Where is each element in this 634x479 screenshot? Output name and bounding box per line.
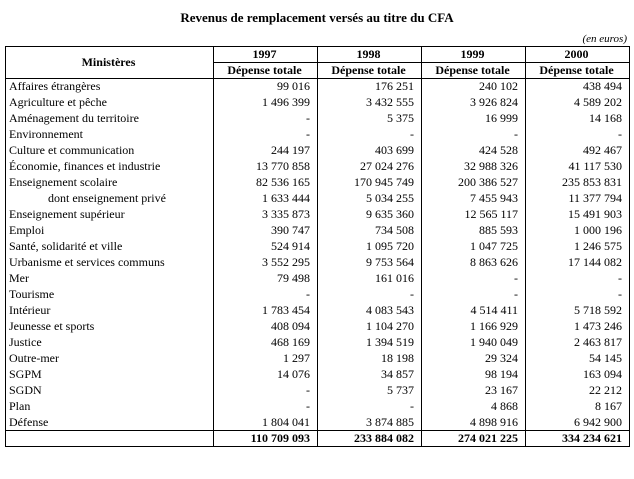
value-cell: - (526, 287, 630, 303)
ministry-label: Agriculture et pêche (6, 95, 214, 111)
subheader-depense-totale: Dépense totale (526, 63, 630, 79)
value-cell: 3 335 873 (214, 207, 318, 223)
column-header-ministeres: Ministères (6, 47, 214, 79)
value-cell: 12 565 117 (422, 207, 526, 223)
ministry-label: Jeunesse et sports (6, 319, 214, 335)
value-cell: 4 514 411 (422, 303, 526, 319)
table-row (6, 367, 630, 383)
ministry-label: Santé, solidarité et ville (6, 239, 214, 255)
value-cell: 244 197 (214, 143, 318, 159)
value-cell: 1 473 246 (526, 319, 630, 335)
value-cell: 41 117 530 (526, 159, 630, 175)
value-cell: 1 246 575 (526, 239, 630, 255)
value-cell: 4 898 916 (422, 415, 526, 431)
table-row (6, 79, 630, 95)
ministry-label: Tourisme (6, 287, 214, 303)
table-row (6, 223, 630, 239)
value-cell: 1 166 929 (422, 319, 526, 335)
table-row (6, 319, 630, 335)
value-cell: 8 863 626 (422, 255, 526, 271)
value-cell: 885 593 (422, 223, 526, 239)
ministry-label: Affaires étrangères (6, 79, 214, 95)
value-cell: 4 589 202 (526, 95, 630, 111)
value-cell: 1 047 725 (422, 239, 526, 255)
value-cell: 1 804 041 (214, 415, 318, 431)
table-row (6, 287, 630, 303)
subheader-depense-totale: Dépense totale (422, 63, 526, 79)
value-cell: - (214, 383, 318, 399)
value-cell: 235 853 831 (526, 175, 630, 191)
value-cell: 5 718 592 (526, 303, 630, 319)
value-cell: 82 536 165 (214, 175, 318, 191)
value-cell: 1 104 270 (318, 319, 422, 335)
value-cell: 2 463 817 (526, 335, 630, 351)
value-cell: 15 491 903 (526, 207, 630, 223)
document-title: Revenus de remplacement versés au titre du CFA (180, 10, 454, 25)
value-cell: 5 375 (318, 111, 422, 127)
value-cell: - (214, 399, 318, 415)
value-cell: 3 552 295 (214, 255, 318, 271)
value-cell: 11 377 794 (526, 191, 630, 207)
value-cell: 29 324 (422, 351, 526, 367)
value-cell: 34 857 (318, 367, 422, 383)
ministry-label: Défense (6, 415, 214, 431)
table-footer (6, 431, 630, 447)
value-cell: 99 016 (214, 79, 318, 95)
table-row (6, 271, 630, 287)
value-cell: 17 144 082 (526, 255, 630, 271)
subheader-depense-totale: Dépense totale (214, 63, 318, 79)
value-cell: - (422, 287, 526, 303)
value-cell: 8 167 (526, 399, 630, 415)
value-cell: - (318, 399, 422, 415)
table-row (6, 303, 630, 319)
value-cell: 18 198 (318, 351, 422, 367)
value-cell: 6 942 900 (526, 415, 630, 431)
value-cell: 1 783 454 (214, 303, 318, 319)
value-cell: - (214, 287, 318, 303)
value-cell: 1 496 399 (214, 95, 318, 111)
value-cell: 14 168 (526, 111, 630, 127)
table-header (6, 47, 630, 79)
table-row (6, 255, 630, 271)
value-cell: - (526, 127, 630, 143)
value-cell: 1 394 519 (318, 335, 422, 351)
value-cell: 408 094 (214, 319, 318, 335)
ministry-label: Économie, finances et industrie (6, 159, 214, 175)
table-row (6, 111, 630, 127)
value-cell: 403 699 (318, 143, 422, 159)
value-cell: 424 528 (422, 143, 526, 159)
table-row (6, 175, 630, 191)
value-cell: 98 194 (422, 367, 526, 383)
table-row (6, 415, 630, 431)
table-row (6, 191, 630, 207)
value-cell: 1 000 196 (526, 223, 630, 239)
value-cell: 5 034 255 (318, 191, 422, 207)
year-header-row (6, 47, 630, 63)
value-cell: 3 926 824 (422, 95, 526, 111)
total-value-cell: 110 709 093 (214, 431, 318, 447)
value-cell: 9 635 360 (318, 207, 422, 223)
ministry-label: dont enseignement privé (6, 191, 214, 207)
value-cell: 161 016 (318, 271, 422, 287)
value-cell: 23 167 (422, 383, 526, 399)
value-cell: - (318, 127, 422, 143)
value-cell: 4 083 543 (318, 303, 422, 319)
value-cell: - (318, 287, 422, 303)
year-header-1997: 1997 (214, 47, 318, 63)
value-cell: 438 494 (526, 79, 630, 95)
table-body (6, 79, 630, 431)
value-cell: - (422, 271, 526, 287)
table-row (6, 239, 630, 255)
table-row (6, 335, 630, 351)
total-row (6, 431, 630, 447)
value-cell: 32 988 326 (422, 159, 526, 175)
value-cell: 3 874 885 (318, 415, 422, 431)
value-cell: 163 094 (526, 367, 630, 383)
ministry-label: SGDN (6, 383, 214, 399)
value-cell: - (214, 127, 318, 143)
value-cell: - (526, 271, 630, 287)
total-value-cell: 334 234 621 (526, 431, 630, 447)
ministry-label: Mer (6, 271, 214, 287)
ministry-label: Aménagement du territoire (6, 111, 214, 127)
ministry-label: Plan (6, 399, 214, 415)
value-cell: 1 633 444 (214, 191, 318, 207)
ministry-label: Justice (6, 335, 214, 351)
ministry-label: Enseignement scolaire (6, 175, 214, 191)
ministry-label: Emploi (6, 223, 214, 239)
total-value-cell: 274 021 225 (422, 431, 526, 447)
ministry-label: SGPM (6, 367, 214, 383)
ministry-label: Enseignement supérieur (6, 207, 214, 223)
value-cell: 16 999 (422, 111, 526, 127)
value-cell: 390 747 (214, 223, 318, 239)
value-cell: 492 467 (526, 143, 630, 159)
year-header-2000: 2000 (526, 47, 630, 63)
value-cell: 3 432 555 (318, 95, 422, 111)
value-cell: 176 251 (318, 79, 422, 95)
value-cell: - (214, 111, 318, 127)
value-cell: 27 024 276 (318, 159, 422, 175)
value-cell: 22 212 (526, 383, 630, 399)
ministry-label: Environnement (6, 127, 214, 143)
table-row (6, 127, 630, 143)
unit-note: (en euros) (582, 33, 627, 45)
value-cell: 200 386 527 (422, 175, 526, 191)
ministry-label: Intérieur (6, 303, 214, 319)
value-cell: 4 868 (422, 399, 526, 415)
value-cell: 734 508 (318, 223, 422, 239)
value-cell: 79 498 (214, 271, 318, 287)
value-cell: 240 102 (422, 79, 526, 95)
value-cell: 524 914 (214, 239, 318, 255)
cfa-table (5, 46, 630, 447)
value-cell: 13 770 858 (214, 159, 318, 175)
value-cell: 1 095 720 (318, 239, 422, 255)
value-cell: 1 297 (214, 351, 318, 367)
value-cell: 14 076 (214, 367, 318, 383)
value-cell: 9 753 564 (318, 255, 422, 271)
value-cell: 170 945 749 (318, 175, 422, 191)
table-row (6, 207, 630, 223)
table-row (6, 159, 630, 175)
year-header-1999: 1999 (422, 47, 526, 63)
table-row (6, 351, 630, 367)
ministry-label: Culture et communication (6, 143, 214, 159)
value-cell: 7 455 943 (422, 191, 526, 207)
table-row (6, 143, 630, 159)
ministry-label: Outre-mer (6, 351, 214, 367)
subheader-depense-totale: Dépense totale (318, 63, 422, 79)
table-row (6, 383, 630, 399)
ministry-label: Urbanisme et services communs (6, 255, 214, 271)
value-cell: 54 145 (526, 351, 630, 367)
value-cell: - (422, 127, 526, 143)
value-cell: 5 737 (318, 383, 422, 399)
total-value-cell: 233 884 082 (318, 431, 422, 447)
table-row (6, 399, 630, 415)
value-cell: 468 169 (214, 335, 318, 351)
table-row (6, 95, 630, 111)
value-cell: 1 940 049 (422, 335, 526, 351)
total-label-cell (6, 431, 214, 447)
year-header-1998: 1998 (318, 47, 422, 63)
